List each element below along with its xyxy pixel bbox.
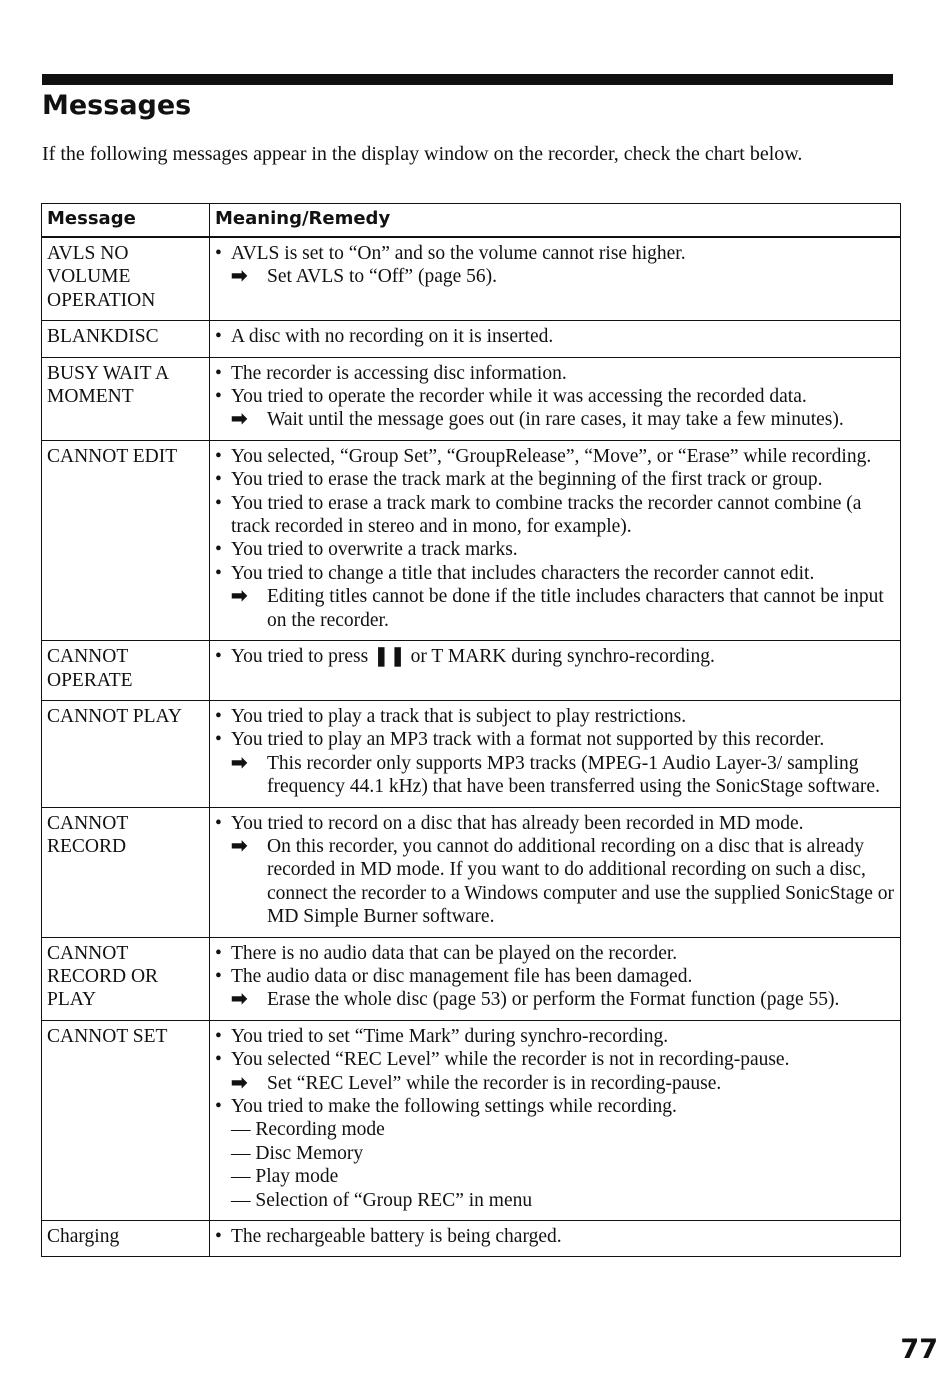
table-row xyxy=(42,237,901,321)
cause-item xyxy=(215,325,895,348)
cause-item xyxy=(215,1095,895,1118)
bullet-icon: • xyxy=(215,539,222,561)
remedy-item xyxy=(215,1072,895,1095)
meaning-remedy-cell xyxy=(210,1020,901,1220)
cause-item xyxy=(215,492,895,539)
cause-item xyxy=(215,362,895,385)
message-cell: Charging xyxy=(42,1221,210,1257)
remedy-text: Editing titles cannot be done if the title includes characters that cannot be input on the recorder. xyxy=(267,586,884,631)
bullet-icon: • xyxy=(215,942,222,964)
table-row xyxy=(42,1020,901,1220)
bullet-icon: • xyxy=(215,965,222,987)
cause-item xyxy=(215,538,895,561)
setting-item xyxy=(215,1142,895,1165)
arrow-right-icon: ➡ xyxy=(231,266,248,288)
remedy-item xyxy=(215,265,895,288)
bullet-icon: • xyxy=(215,326,222,348)
cause-text: You tried to press ❚❚ or T MARK during synchro-recording. xyxy=(231,646,715,668)
cause-text: The rechargeable battery is being charged. xyxy=(231,1226,562,1248)
bullet-icon: • xyxy=(215,1096,222,1117)
cause-item xyxy=(215,965,895,988)
cause-text: The audio data or disc management file has been damaged. xyxy=(231,965,693,987)
arrow-right-icon: ➡ xyxy=(231,989,248,1011)
remedy-text: Erase the whole disc (page 53) or perform the Format function (page 55). xyxy=(267,989,840,1011)
cause-item xyxy=(215,728,895,751)
cause-text: You selected, “Group Set”, “GroupRelease”, “Move”, or “Erase” while recording. xyxy=(231,445,872,467)
table-row xyxy=(42,641,901,701)
bullet-icon: • xyxy=(215,1226,222,1248)
cause-text: You tried to record on a disc that has already been recorded in MD mode. xyxy=(231,812,804,834)
remedy-item xyxy=(215,752,895,799)
meaning-remedy-cell xyxy=(210,937,901,1020)
page-heading: Messages xyxy=(42,90,192,121)
cause-item xyxy=(215,445,895,468)
page-number: 77 xyxy=(900,1334,938,1365)
remedy-text: Wait until the message goes out (in rare cases, it may take a few minutes). xyxy=(267,409,844,431)
arrow-right-icon: ➡ xyxy=(231,1072,248,1094)
arrow-right-icon: ➡ xyxy=(231,752,248,774)
cause-text: You tried to set “Time Mark” during synchro-recording. xyxy=(231,1025,669,1047)
bullet-icon: • xyxy=(215,562,222,584)
cause-text: AVLS is set to “On” and so the volume cannot rise higher. xyxy=(231,243,686,264)
setting-item xyxy=(215,1189,895,1212)
bullet-icon: • xyxy=(215,445,222,467)
messages-table xyxy=(41,203,901,1257)
remedy-text: Set “REC Level” while the recorder is in recording-pause. xyxy=(267,1072,722,1094)
cause-item xyxy=(215,242,895,265)
meaning-remedy-cell xyxy=(210,237,901,321)
remedy-text: Set AVLS to “Off” (page 56). xyxy=(267,266,497,288)
message-cell: BLANKDISC xyxy=(42,321,210,357)
message-cell: CANNOT RECORD OR PLAY xyxy=(42,937,210,1020)
bullet-icon: • xyxy=(215,729,222,751)
cause-text: You tried to make the following settings while recording. xyxy=(231,1096,677,1117)
remedy-item xyxy=(215,988,895,1011)
cause-item xyxy=(215,1225,895,1248)
header-meaning-remedy: Meaning/Remedy xyxy=(210,204,901,238)
remedy-item xyxy=(215,408,895,431)
cause-text: You tried to erase the track mark at the beginning of the first track or group. xyxy=(231,469,823,491)
cause-item xyxy=(215,645,895,668)
message-cell: CANNOT EDIT xyxy=(42,440,210,640)
bullet-icon: • xyxy=(215,492,222,514)
bullet-icon: • xyxy=(215,386,222,408)
cause-text: You tried to erase a track mark to combine tracks the recorder cannot combine (a track recorded in stereo and in mono, for example). xyxy=(231,492,862,538)
bullet-icon: • xyxy=(215,705,222,727)
setting-text: — Play mode xyxy=(231,1166,339,1188)
table-header-row xyxy=(42,204,901,238)
bullet-icon: • xyxy=(215,812,222,834)
remedy-item xyxy=(215,585,895,632)
meaning-remedy-cell xyxy=(210,700,901,807)
message-cell: CANNOT RECORD xyxy=(42,807,210,937)
cause-text: There is no audio data that can be played on the recorder. xyxy=(231,942,678,964)
message-cell: CANNOT OPERATE xyxy=(42,641,210,701)
cause-text: You tried to overwrite a track marks. xyxy=(231,539,518,561)
bullet-icon: • xyxy=(215,1049,222,1071)
table-row xyxy=(42,321,901,357)
setting-text: — Disc Memory xyxy=(231,1142,364,1164)
bullet-icon: • xyxy=(215,362,222,384)
meaning-remedy-cell xyxy=(210,1221,901,1257)
arrow-right-icon: ➡ xyxy=(231,835,248,857)
message-cell: BUSY WAIT A MOMENT xyxy=(42,357,210,440)
meaning-remedy-cell xyxy=(210,440,901,640)
top-rule xyxy=(42,74,893,85)
table-row xyxy=(42,700,901,807)
setting-item xyxy=(215,1165,895,1188)
cause-text: You tried to play an MP3 track with a format not supported by this recorder. xyxy=(231,729,825,751)
table-row xyxy=(42,440,901,640)
remedy-item xyxy=(215,835,895,929)
header-message: Message xyxy=(42,204,210,238)
setting-item xyxy=(215,1118,895,1141)
bullet-icon: • xyxy=(215,243,222,264)
table-row xyxy=(42,1221,901,1257)
message-cell: CANNOT PLAY xyxy=(42,700,210,807)
cause-item xyxy=(215,942,895,965)
meaning-remedy-cell xyxy=(210,641,901,701)
cause-item xyxy=(215,705,895,728)
cause-text: You tried to play a track that is subject to play restrictions. xyxy=(231,705,687,727)
bullet-icon: • xyxy=(215,469,222,491)
setting-text: — Recording mode xyxy=(231,1119,385,1141)
cause-item xyxy=(215,562,895,585)
meaning-remedy-cell xyxy=(210,357,901,440)
cause-item xyxy=(215,1025,895,1048)
cause-text: You tried to change a title that includes characters the recorder cannot edit. xyxy=(231,562,815,584)
table-row xyxy=(42,937,901,1020)
cause-item xyxy=(215,385,895,408)
message-cell: CANNOT SET xyxy=(42,1020,210,1220)
table-row xyxy=(42,807,901,937)
remedy-text: On this recorder, you cannot do additional recording on a disc that is already recorded in MD mode. If you want to do additional recording on such a disc, connect the recorder to a Windows computer and use the supplied SonicStage or MD Simple Burner software. xyxy=(267,835,895,928)
messages-table-body xyxy=(42,237,901,1257)
meaning-remedy-cell xyxy=(210,807,901,937)
cause-text: A disc with no recording on it is inserted. xyxy=(231,326,554,348)
table-row xyxy=(42,357,901,440)
cause-item xyxy=(215,468,895,491)
intro-text: If the following messages appear in the display window on the recorder, check the chart below. xyxy=(42,143,803,165)
setting-text: — Selection of “Group REC” in menu xyxy=(231,1189,533,1211)
bullet-icon: • xyxy=(215,1025,222,1047)
remedy-text: This recorder only supports MP3 tracks (MPEG-1 Audio Layer-3/ sampling frequency 44.1 kHz) that have been transferred using the SonicStage software. xyxy=(267,752,880,798)
arrow-right-icon: ➡ xyxy=(231,409,248,431)
cause-text: You tried to operate the recorder while it was accessing the recorded data. xyxy=(231,386,807,408)
meaning-remedy-cell xyxy=(210,321,901,357)
bullet-icon: • xyxy=(215,646,222,668)
arrow-right-icon: ➡ xyxy=(231,586,248,608)
cause-text: You selected “REC Level” while the recorder is not in recording-pause. xyxy=(231,1049,790,1071)
message-cell: AVLS NO VOLUME OPERATION xyxy=(42,237,210,321)
cause-text: The recorder is accessing disc information. xyxy=(231,362,567,384)
cause-item xyxy=(215,812,895,835)
cause-item xyxy=(215,1048,895,1071)
